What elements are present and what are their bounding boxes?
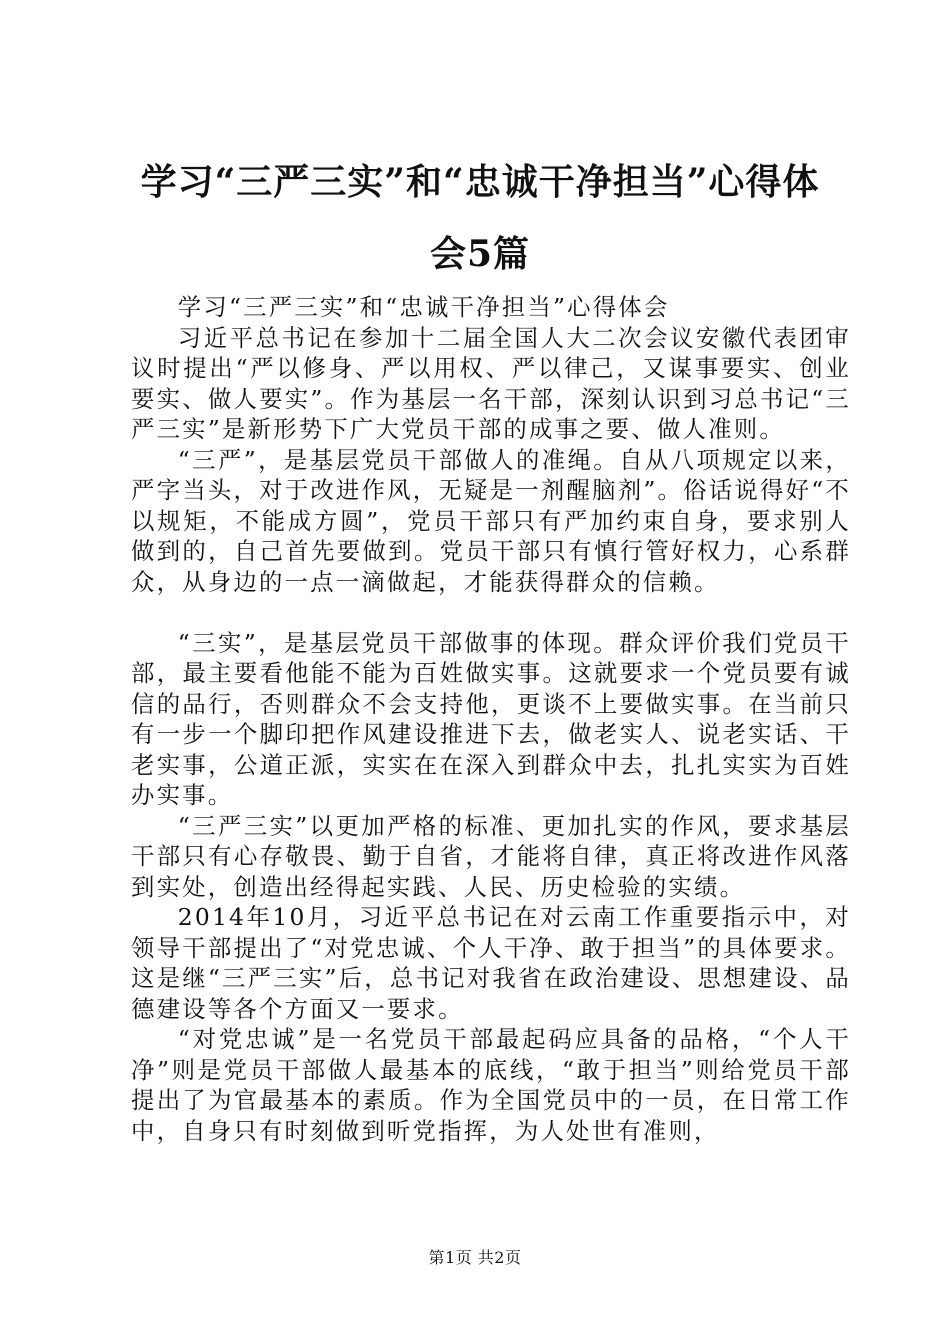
paragraph-subtitle: 学习“三严三实”和“忠诚干净担当”心得体会 <box>177 293 670 321</box>
page-footer: 第1页 共2页 <box>428 1248 522 1267</box>
paragraph-2: “三严”，是基层党员干部做人的准绳。自从八项规定以来，严字当头，对于改进作风，无疑是一剂醒脑剂”。俗话说得好“不以规矩，不能成方圆”，党员干部只有严加约束自身，要求别人做到的，自己首先要做到。党员干部只有慎行管好权力，心系群众，从身边的一点一滴做起，才能获得群众的信赖。 <box>131 445 851 596</box>
paragraph-6: “对党忠诚”是一名党员干部最起码应具备的品格，“个人干净”则是党员干部做人最基本的底线，“敢于担当”则给党员干部提出了为官最基本的素质。作为全国党员中的一员，在日常工作中，自身只有时刻做到听党指挥，为人处世有准则， <box>131 1025 851 1145</box>
paragraph-4: “三严三实”以更加严格的标准、更加扎实的作风，要求基层干部只有心存敬畏、勤于自省，才能将自律，真正将改进作风落到实处，创造出经得起实践、人民、历史检验的实绩。 <box>131 811 851 901</box>
paragraph-1: 习近平总书记在参加十二届全国人大二次会议安徽代表团审议时提出“严以修身、严以用权、严以律己，又谋事要实、创业要实、做人要实”。作为基层一名干部，深刻认识到习总书记“三严三实”是新形势下广大党员干部的成事之要、做人准则。 <box>131 323 851 443</box>
document-body <box>131 292 851 1146</box>
paragraph-5: 2014年10月，习近平总书记在对云南工作重要指示中，对领导干部提出了“对党忠诚、个人干净、敢于担当”的具体要求。这是继“三严三实”后，总书记对我省在政治建设、思想建设、品德建设等各个方面又一要求。 <box>131 903 851 1023</box>
paragraph-3: “三实”，是基层党员干部做事的体现。群众评价我们党员干部，最主要看他能不能为百姓做实事。这就要求一个党员要有诚信的品行，否则群众不会支持他，更谈不上要做实事。在当前只有一步一个脚印把作风建设推进下去，做老实人、说老实话、干老实事，公道正派，实实在在深入到群众中去，扎扎实实为百姓办实事。 <box>131 628 851 809</box>
title-line-2: 会5篇 <box>429 233 531 275</box>
document-title <box>120 146 840 290</box>
title-line-1: 学习“三严三实”和“忠诚干净担当”心得体 <box>140 161 820 203</box>
